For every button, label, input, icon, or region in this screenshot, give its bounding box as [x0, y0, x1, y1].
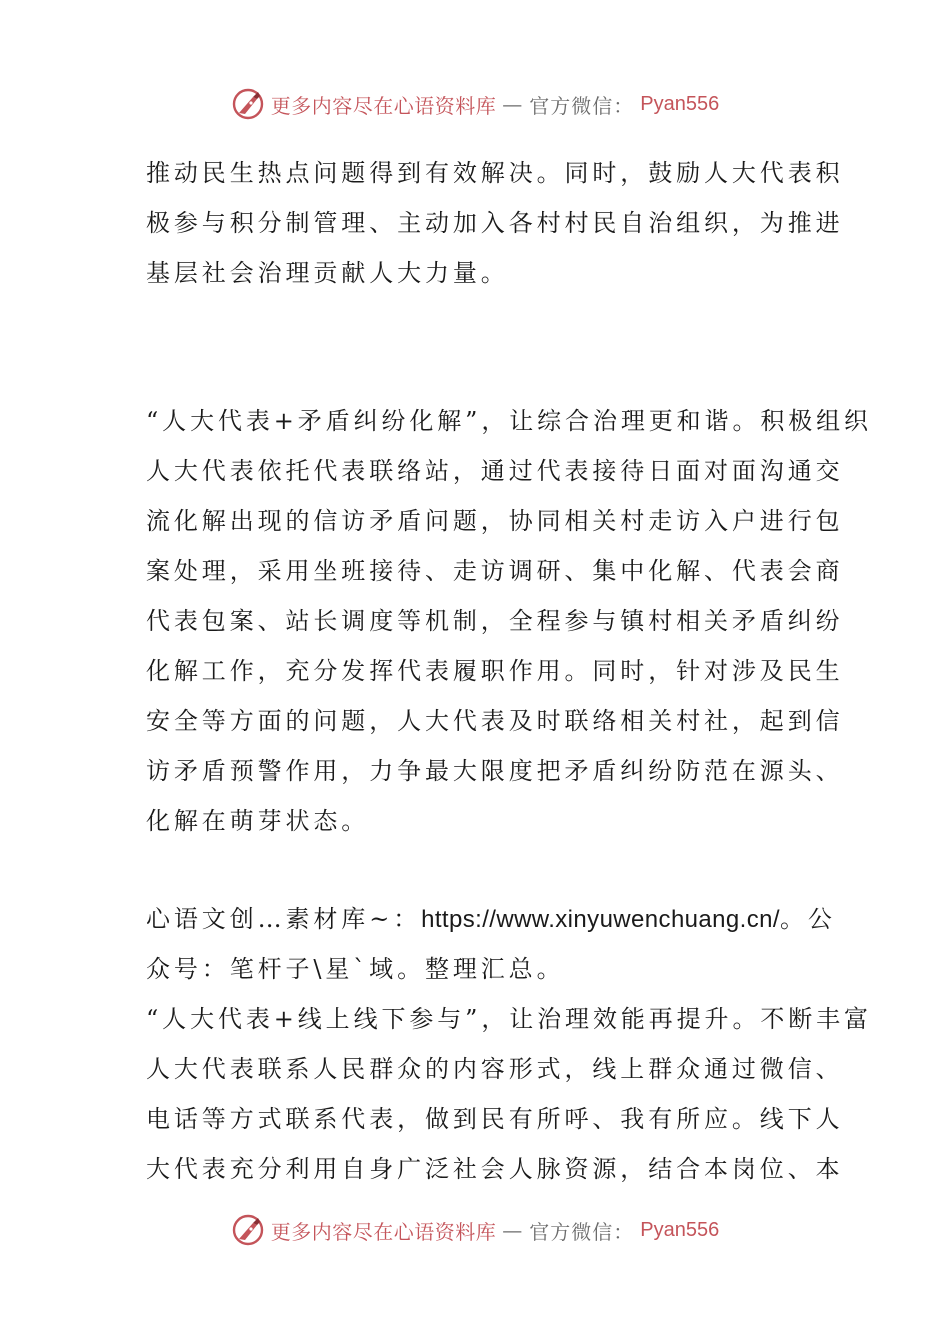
paragraph-3 [146, 994, 872, 1194]
text-line: 基层社会治理贡献人大力量。 [146, 259, 509, 287]
footer-wechat-id: Pyan556 [640, 1218, 720, 1241]
text-line: 推动民生热点问题得到有效解决。同时，鼓励人大代表积 [146, 159, 844, 187]
header-wechat-id: Pyan556 [640, 92, 720, 115]
text-line: 人大代表依托代表联络站，通过代表接待日面对面沟通交 [146, 457, 844, 485]
text-line: 案处理，采用坐班接待、走访调研、集中化解、代表会商 [146, 557, 844, 585]
note-url-link[interactable]: https://www.xinyuwenchuang.cn/ [421, 906, 780, 933]
header-brand [231, 87, 719, 121]
source-note [146, 894, 836, 994]
text-line: 代表包案、站长调度等机制，全程参与镇村相关矛盾纠纷 [146, 607, 844, 635]
text-line: 大代表充分利用自身广泛社会人脉资源，结合本岗位、本 [146, 1155, 844, 1183]
text-line: 化解工作，充分发挥代表履职作用。同时，针对涉及民生 [146, 657, 844, 685]
document-body [146, 148, 872, 1194]
footer-separator: — [502, 1218, 524, 1242]
footer-brand-text: 更多内容尽在心语资料库 [270, 1219, 497, 1244]
text-line: 极参与积分制管理、主动加入各村村民自治组织，为推进 [146, 209, 844, 237]
text-line: 人大代表联系人民群众的内容形式，线上群众通过微信、 [146, 1055, 844, 1083]
text-line: 众号：笔杆子\星`域。整理汇总。 [146, 955, 565, 983]
footer-official-label: 官方微信： [529, 1219, 635, 1244]
text-line: “人大代表+矛盾纠纷化解”，让综合治理更和谐。积极组织 [146, 407, 872, 435]
text-line: 化解在萌芽状态。 [146, 807, 370, 835]
text-line: 安全等方面的问题，人大代表及时联络相关村社，起到信 [146, 707, 844, 735]
pen-nib-logo-icon [231, 1213, 265, 1247]
note-suffix: 。公 [779, 905, 836, 933]
text-line: 流化解出现的信访矛盾问题，协同相关村走访入户进行包 [146, 507, 844, 535]
header-separator: — [502, 92, 524, 116]
text-line: 访矛盾预警作用，力争最大限度把矛盾纠纷防范在源头、 [146, 757, 844, 785]
text-line [146, 894, 836, 944]
text-line: 电话等方式联系代表，做到民有所呼、我有所应。线下人 [146, 1105, 844, 1133]
pen-nib-logo-icon [231, 87, 265, 121]
note-prefix: 心语文创…素材库~： [146, 905, 422, 933]
page-footer [0, 1210, 950, 1250]
header-official-label: 官方微信： [529, 93, 635, 118]
page-header [0, 84, 950, 124]
footer-brand [231, 1213, 719, 1247]
paragraph-spacer [146, 846, 806, 894]
paragraph-spacer [146, 298, 806, 396]
paragraph-2 [146, 396, 872, 846]
text-line: “人大代表+线上线下参与”，让治理效能再提升。不断丰富 [146, 1005, 872, 1033]
header-brand-text: 更多内容尽在心语资料库 [270, 93, 497, 118]
paragraph-1 [146, 148, 844, 298]
